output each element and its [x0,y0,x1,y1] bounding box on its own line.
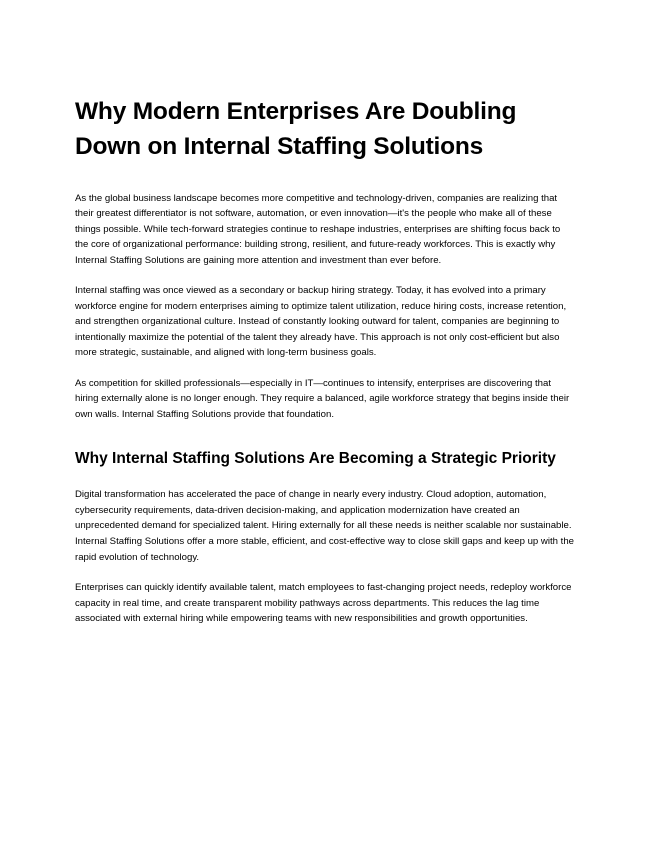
body-paragraph: As the global business landscape becomes more competitive and technology-driven, companies are realizing that their greatest differentiator is not software, automation, or even innovation—it's the people who make all of these things possible. While tech-forward strategies continue to reshape industries, enterprises are shifting focus back to the core of organizational performance: building strong, resilient, and future-ready workforces. This is exactly why Internal Staffing Solutions are gaining more attention and investment than ever before. [75,192,561,266]
page-title: Why Modern Enterprises Are Doubling Down on Internal Staffing Solutions [75,98,517,160]
body-paragraph: As competition for skilled professionals—especially in IT—continues to intensify, enterprises are discovering that hiring externally alone is no longer enough. They require a balanced, agile workforce strategy that begins inside their own walls. Internal Staffing Solutions provide that foundation. [75,377,570,420]
body-paragraph: Digital transformation has accelerated the pace of change in nearly every industry. Cloud adoption, automation, cybersecurity requirements, data-driven decision-making, and application modernization have created an unprecedented demand for specialized talent. Hiring externally for all these needs is neither scalable nor sustainable. Internal Staffing Solutions offer a more stable, efficient, and cost-effective way to close skill gaps and keep up with the rapid evolution of technology. [75,489,574,563]
section-heading: Why Internal Staffing Solutions Are Becoming a Strategic Priority [75,450,556,468]
document-body [75,191,575,627]
body-paragraph: Internal staffing was once viewed as a secondary or backup hiring strategy. Today, it has evolved into a primary workforce engine for modern enterprises aiming to optimize talent utilization, reduce hiring costs, increase retention, and strengthen organizational culture. Instead of constantly looking outward for talent, companies are beginning to intentionally maximize the potential of the talent they already have. This approach is not only cost-efficient but also more strategic, sustainable, and aligned with long-term business goals. [75,285,567,359]
body-paragraph: Enterprises can quickly identify available talent, match employees to fast-changing project needs, redeploy workforce capacity in real time, and create transparent mobility pathways across departments. This reduces the lag time associated with external hiring while empowering teams with new responsibilities and growth opportunities. [75,582,572,625]
